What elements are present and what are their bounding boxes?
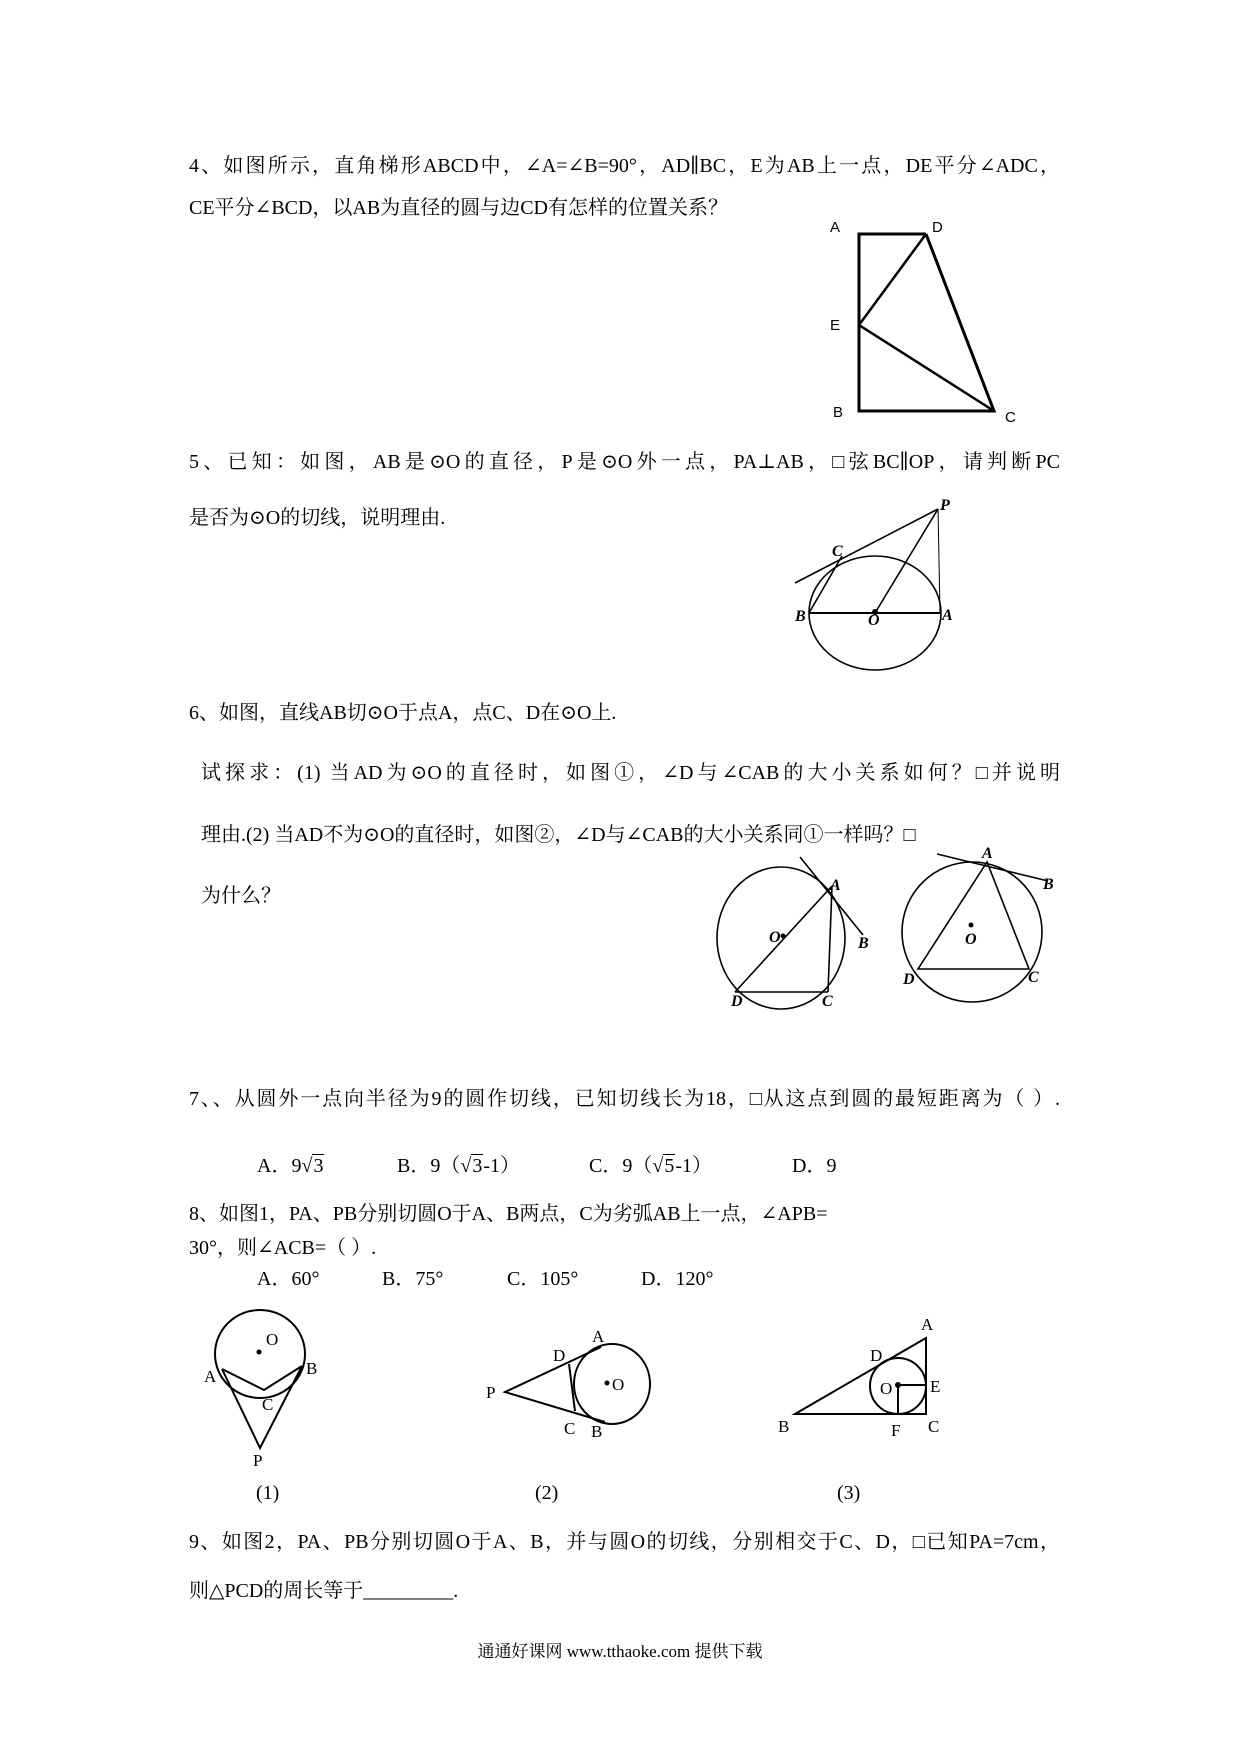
q4-text-line1: 4、如图所示，直角梯形ABCD中，∠A=∠B=90°，AD∥BC，E为AB上一点，DE平分∠ADC， — [189, 155, 1060, 177]
q8-fig3-label-o: O — [880, 1379, 893, 1398]
q8-fig1-label-c: C — [262, 1395, 274, 1414]
q8-fig2-label-p: P — [486, 1383, 496, 1402]
q5-label-a: A — [942, 607, 953, 624]
q8-option-b: B．75° — [382, 1268, 444, 1290]
q9-text-line1: 9、如图2，PA、PB分别切圆O于A、B，并与圆O的切线，分别相交于C、D，□已知PA=7cm， — [189, 1531, 1060, 1553]
q9-text-line2: 则△PCD的周长等于_________. — [189, 1580, 459, 1602]
q6-figure-2 — [902, 854, 1048, 1002]
q8-fig2-label-b: B — [591, 1422, 603, 1441]
q8-text-line2: 30°，则∠ACB=（ ）. — [189, 1237, 377, 1259]
q8-figure-2 — [505, 1344, 650, 1424]
q7-text-line1: 7、、从圆外一点向半径为9的圆作切线，已知切线长为18，□从这点到圆的最短距离为（ ）. — [189, 1088, 1060, 1110]
q4-label-c: C — [1005, 409, 1016, 426]
q8-text-line1: 8、如图1，PA、PB分别切圆O于A、B两点，C为劣弧AB上一点，∠APB= — [189, 1203, 828, 1225]
q7-option-a: A．9√3 — [257, 1155, 324, 1177]
q8-fig1-label-a: A — [204, 1367, 217, 1386]
q8-fig2-label-c: C — [564, 1419, 576, 1438]
q8-fig2-label-o: O — [612, 1375, 625, 1394]
q8-fig3-label-f: F — [891, 1421, 901, 1440]
q4-label-b: B — [833, 404, 844, 421]
q6-text-line2: 试探求：(1) 当AD为⊙O的直径时，如图①，∠D与∠CAB的大小关系如何？□并说明 — [201, 762, 1060, 784]
q8-fig3-label-d: D — [870, 1346, 883, 1365]
q8-fig3-label-e: E — [930, 1377, 941, 1396]
q7-option-b: B．9（√3-1） — [397, 1155, 520, 1177]
q8-fig3-label-c: C — [928, 1417, 940, 1436]
q8-fig1-label-o: O — [266, 1330, 279, 1349]
q6-fig1-label-d: D — [731, 993, 743, 1010]
q5-text-line1: 5、已知：如图，AB是⊙O的直径，P是⊙O外一点，PA⊥AB，□弦BC∥OP，请判断PC — [189, 451, 1060, 473]
q6-fig1-label-c: C — [822, 993, 833, 1010]
q8-fig2-label-a: A — [592, 1327, 605, 1346]
q5-text-line2: 是否为⊙O的切线，说明理由. — [189, 507, 446, 529]
q8-option-d: D．120° — [641, 1268, 714, 1290]
q8-figure-3 — [795, 1338, 926, 1414]
q7-option-c: C．9（√5-1） — [589, 1155, 712, 1177]
q8-fig2-label-d: D — [553, 1346, 566, 1365]
q6-text-line1: 6、如图，直线AB切⊙O于点A，点C、D在⊙O上. — [189, 702, 617, 724]
q8-fig1-label-b: B — [306, 1359, 318, 1378]
q8-option-a: A．60° — [257, 1268, 320, 1290]
q5-circle-figure — [795, 509, 941, 670]
q4-label-d: D — [932, 219, 943, 236]
q4-label-e: E — [830, 317, 841, 334]
q8-fig1-label-p: P — [253, 1451, 263, 1470]
q8-fig3-label-b: B — [778, 1417, 790, 1436]
q6-fig2-label-b: B — [1043, 876, 1054, 893]
q8-option-c: C．105° — [507, 1268, 579, 1290]
q6-fig1-label-a: A — [830, 877, 841, 894]
q7-option-d: D．9 — [792, 1155, 837, 1177]
q6-text-line4: 为什么？ — [201, 885, 281, 907]
q4-trapezoid-figure — [859, 234, 994, 411]
answer-blank[interactable]: _________ — [363, 1580, 454, 1602]
q5-label-c: C — [832, 543, 843, 560]
figure-caption-3: (3) — [837, 1482, 861, 1504]
q6-fig2-label-o: O — [965, 931, 977, 948]
q5-label-o: O — [868, 612, 880, 629]
q5-label-p: P — [940, 497, 950, 514]
q8-figure-1 — [215, 1310, 305, 1448]
q6-text-line3: 理由.(2) 当AD不为⊙O的直径时，如图②，∠D与∠CAB的大小关系同①一样吗？□ — [201, 824, 916, 846]
q4-text-line2: CE平分∠BCD，以AB为直径的圆与边CD有怎样的位置关系？ — [189, 197, 729, 219]
figure-caption-1: (1) — [256, 1482, 280, 1504]
q8-fig3-label-a: A — [921, 1315, 934, 1334]
q6-fig2-label-a: A — [982, 845, 993, 862]
q6-figure-1 — [717, 857, 863, 1009]
q6-fig1-label-b: B — [858, 935, 869, 952]
q6-fig1-label-o: O — [769, 929, 781, 946]
q6-fig2-label-c: C — [1028, 969, 1039, 986]
footer: 通通好课网 www.tthaoke.com 提供下载 — [477, 1642, 763, 1661]
figure-caption-2: (2) — [535, 1482, 559, 1504]
q4-label-a: A — [830, 219, 841, 236]
q5-label-b: B — [795, 608, 806, 625]
q6-fig2-label-d: D — [903, 971, 915, 988]
